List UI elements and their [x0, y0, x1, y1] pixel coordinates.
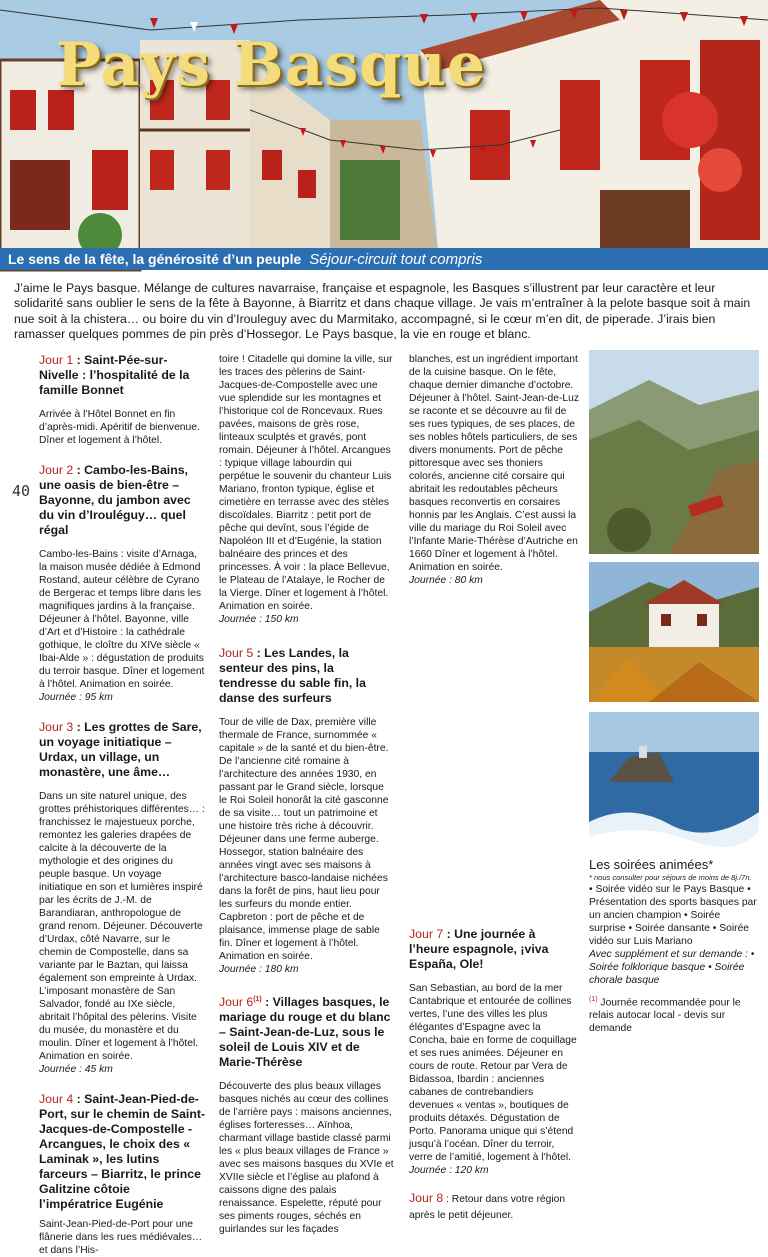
day-6-footnote-mark: (1)	[253, 996, 262, 1003]
day-3-title: : Les grottes de Sare, un voyage initiatique – Urdax, un village, un monastère, une âme…	[39, 720, 202, 779]
subtitle-band	[0, 248, 768, 270]
day-2-number: Jour 2	[39, 463, 74, 477]
day-7-heading	[409, 927, 579, 972]
column-2	[219, 353, 394, 1236]
page-title: Pays Basque	[56, 30, 487, 100]
intro-paragraph: J’aime le Pays basque. Mélange de cultures navarraise, française et espagnole, les Basques s’illustrent par leur caractère et leur solidarité sans oublier le sens de la fête à Bayonne, à Biarritz et dans chaque village. Je vais m’entraîner à la pelote basque soit à main nue soit à la chistera… ou boire du vin d’Irouleguy avec du Marmitako, accompagné, si le cœur m’en dit, de piperade. J’irais bien ramasser quelques pommes de pin près d’Hossegor. Le Pays basque, la vie en rouge et blanc.	[14, 281, 751, 342]
evening-activities-note: * nous consulter pour séjours de moins de 8j./7n.	[589, 873, 752, 882]
day-3-distance: Journée : 45 km	[39, 1064, 113, 1075]
day-4-number: Jour 4	[39, 1092, 74, 1106]
hero-banner	[0, 0, 768, 270]
day-4-title: : Saint-Jean-Pied-de-Port, sur le chemin de Saint-Jacques-de-Compostelle - Arcangues, le choix des « Laminak », les lutins farceurs – Biarritz, le prince Galitzine côtoie l’impératrice Eugénie	[39, 1092, 206, 1211]
day-6-title: : Villages basques, le mariage du rouge et du blanc – Saint-Jean-de-Luz, sous le soleil de Louis XIV et de Marie-Thérèse	[219, 995, 391, 1070]
day-7-number: Jour 7	[409, 927, 444, 941]
day-5-number: Jour 5	[219, 646, 254, 660]
day-4-distance: Journée : 150 km	[219, 614, 299, 625]
page-number: 40	[12, 482, 31, 500]
day-3-heading	[39, 720, 206, 780]
day-6-distance: Journée : 80 km	[409, 575, 483, 586]
day-2-title: : Cambo-les-Bains, une oasis de bien-être – Bayonne, du jambon avec du vin d’Irouléguy… quel régal	[39, 463, 191, 537]
day-1-heading	[39, 353, 206, 398]
footnote-text: Journée recommandée pour le relais autocar local - devis sur demande	[589, 997, 741, 1035]
day-1-title: : Saint-Pée-sur-Nivelle : l’hospitalité de la famille Bonnet	[39, 353, 190, 397]
evening-activities-supplement: Avec supplément et sur demande : • Soirée folklorique basque • Soirée chorale basque	[589, 949, 755, 986]
day-2-distance: Journée : 95 km	[39, 692, 113, 703]
day-8-number: Jour 8	[409, 1191, 444, 1205]
day-2-heading	[39, 463, 206, 538]
tour-type: Séjour-circuit tout compris	[309, 251, 483, 268]
day-7-text: San Sebastian, au bord de la mer Cantabrique et entourée de collines vertes, l’une des villes les plus élégantes d’Espagne avec la Concha, baie en forme de coquillage et ses rues animées. Déjeuner en cours de route. Retour par Vera de Bidassoa, Ibardin : anciennes cabanes de contrebandiers devenues « ventas », boutiques de produits détaxés. Dégustation de Porto. Panorama unique qui s’étend jusqu’à l’océan. Dîner du terroir, verre de l’amitié, logement à l’hôtel.	[409, 983, 577, 1163]
column-1	[39, 353, 206, 1257]
day-4-heading	[39, 1092, 206, 1212]
column-3	[409, 353, 579, 1223]
day-3-number: Jour 3	[39, 720, 74, 734]
day-3-text: Dans un site naturel unique, des grottes préhistoriques différentes… : franchissez le majestueux porche, remontez les galeries drapées de calcite à la découverte de la mythologie et des origines du peuple basque. Un voyage initiatique en son et lumières inspiré par les écrits de J.-M. de Barandiaran, anthropologue de grand renom. Déjeuner. Découverte d’Urdax, côté Navarre, sur le chemin de Compostelle, dans sa variante par le Baztan, qui laissa également son empreinte à Urdax. L’imposant monastère de San Salvador, fondé au IXe siècle, abritait l’hôpital des pèlerins. Visite du musée, du monastère et du moulin. Dîner et logement à l’hôtel. Animation en soirée.	[39, 791, 205, 1062]
tagline: Le sens de la fête, la générosité d’un peuple	[8, 251, 302, 267]
day-7-distance: Journée : 120 km	[409, 1165, 489, 1176]
evening-activities	[589, 857, 757, 1035]
day-4-text-continued: toire ! Citadelle qui domine la ville, sur les traces des pèlerins de Saint-Jacques-de-Compostelle avec une vue splendide sur les montagnes et l’historique col de Roncevaux. Rues pavées, maisons de grès rose, linteaux sculptés et gravés, pont romain. Déjeuner à l’hôtel. Arcangues : typique village labourdin qui perpétue le souvenir du chanteur Luis Mariano, fronton typique, église et cimetière en terrasse avec des stèles discoïdales. Biarritz : petit port de pêche qui devînt, sous l’égide de Napoléon III et d’Eugénie, la station balnéaire des princes et des princesses. À voir : la place Bellevue, le Plateau de l’Atalaye, le Rocher de la Vierge. Dîner et logement à l’hôtel. Animation en soirée.	[219, 354, 393, 612]
evening-activities-title: Les soirées animées*	[589, 857, 714, 872]
footnote	[589, 993, 757, 1035]
day-8-heading	[409, 1191, 579, 1223]
day-1-text: Arrivée à l’Hôtel Bonnet en fin d’après-midi. Apéritif de bienvenue. Dîner et logement à l’hôtel.	[39, 409, 200, 446]
coast-rock-photo	[589, 712, 759, 852]
day-1-number: Jour 1	[39, 353, 74, 367]
day-2-text: Cambo-les-Bains : visite d’Arnaga, la maison musée dédiée à Edmond Rostand, auteur célèbre de Cyrano de Bergerac et temps libre dans les magnifiques jardins à la française. Déjeuner à l’hôtel. Bayonne, ville d’Art et d’Histoire : la cathédrale gothique, le cloître du XIVe siècle « Ibai-Alde » : dégustation de produits du terroir basque. Dîner et logement à l’hôtel. Animation en soirée.	[39, 549, 205, 690]
day-6-text: Découverte des plus beaux villages basques nichés au cœur des collines de l’arrière pays : maisons anciennes, églises forteresses… Aïnhoa, charmant village bastide classé parmi les « plus beaux villages de France » avec ses maisons basques du XVIe et XVIIe siècle et l’église au plafond à caissons digne des palais renaissance. Espelette, réputé pour ses piments rouges, séchés en guirlandes sur les façades	[219, 1081, 394, 1236]
day-5-text: Tour de ville de Dax, première ville thermale de France, surnommée « capitale » de la santé et du bien-être. De l’ancienne cité romaine à l’architecture des années 1930, en passant par le Grand siècle, lorsque le Roi Soleil honorât la cité gasconne de sa visite… tout un patrimoine et une histoire très riche à découvrir. Déjeuner dans une ferme auberge. Hossegor, station balnéaire des années vingt avec ses maisons à l’architecture basco-landaise nichées dans la forêt de pins, haut lieu pour les surfeurs du monde entier. Capbreton : port de pêche et de plaisance, immense plage de sable fin. Dîner et logement à l’hôtel. Animation en soirée.	[219, 717, 389, 962]
day-5-distance: Journée : 180 km	[219, 964, 299, 975]
day-6-text-continued: blanches, est un ingrédient important de la cuisine basque. On le fête, chaque dernier dimanche d’octobre. Déjeuner à l’hôtel. Saint-Jean-de-Luz se raconte et se découvre au fil de ses rues typiques, de ses places, de ses nobles hôtels particuliers, de ses divers monuments. Port de pêche pittoresque avec ses thoniers colorés, ancienne cité corsaire qui abritait les redoutables pêcheurs basques reconvertis en corsaires honnis par les Anglais. C’est aussi la ville du mariage du Roi Soleil avec l’Infante Marie-Thérèse d’Autriche en 1660 Dîner et logement à l’hôtel. Animation en soirée.	[409, 354, 579, 573]
day-8-text: : Retour dans votre région après le petit déjeuner.	[409, 1194, 566, 1221]
footnote-mark: (1)	[589, 996, 598, 1003]
day-4-text: Saint-Jean-Pied-de-Port pour une flânerie dans les rues médiévales… et dans l’His-	[39, 1219, 203, 1256]
day-6-heading	[219, 992, 394, 1070]
day-7-title: : Une journée à l’heure espagnole, ¡viva España, Ole!	[409, 927, 549, 971]
basque-farmhouse-photo	[589, 562, 759, 702]
mountain-train-photo	[589, 350, 759, 554]
day-5-heading	[219, 646, 394, 706]
evening-activities-list: • Soirée vidéo sur le Pays Basque • Présentation des sports basques par un ancien champion • Soirée surprise • Soirée dansante • Soirée vidéo sur Luis Mariano	[589, 884, 757, 947]
day-6-number: Jour 6	[219, 995, 254, 1010]
day-5-title: : Les Landes, la senteur des pins, la tendresse du sable fin, la danse des surfeurs	[219, 646, 366, 705]
